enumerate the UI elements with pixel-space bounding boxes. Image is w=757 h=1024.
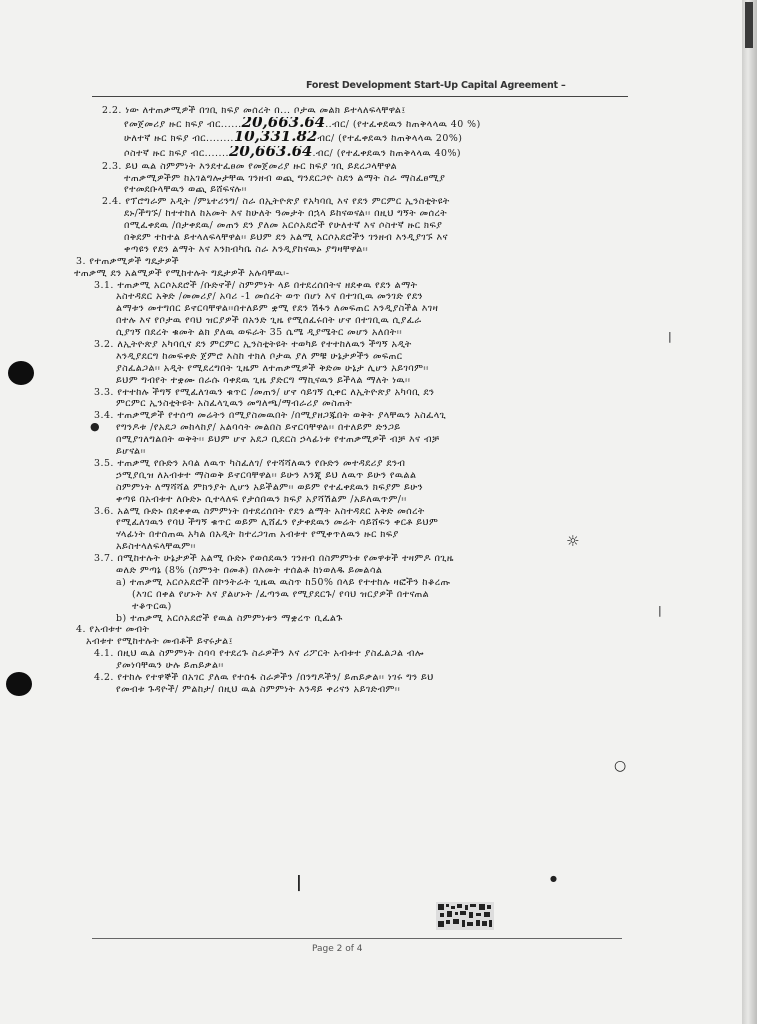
line-text: አስተዳደር አቅድ /መመሪያ/ አባሪ -1 መሰረት ወጥ በሆነ እና በተገቢዉ መንገድ የደን	[116, 291, 423, 303]
line-text: ያስፈልጋል፡፡ አዲት የሚደረግበት ጊዜም ለተጠቃሚዎች ቅድመ ሁኔታ ሊሆን አይገባም፡፡	[116, 362, 429, 374]
document-line	[74, 339, 644, 351]
document-line	[74, 327, 644, 339]
document-line	[74, 146, 644, 161]
line-text: 4. የአብቱተ መብት	[76, 624, 150, 636]
document-line	[74, 601, 644, 613]
footer-rule	[92, 938, 622, 939]
line-text: የመብቱ ጉዳዮች/ ምልከታ/ በዚህ ዉል ስምምነት እንዳይ ቀሪናን አይገድብም፡፡	[116, 683, 401, 695]
line-text: a) ተጠቃሚ አርሶአደሮች በኮንትራት ጊዜዉ ዉስጥ ከ50% በላይ የተተከሉ ዛፎችን ከቆረጡ	[116, 576, 451, 588]
ink-mark: ●	[550, 874, 557, 883]
document-line	[74, 363, 644, 375]
line-text: 3.5. ተጠቃሚ የቡድን አባል ለዉጥ ካስፈለገ/ የተሻሻለዉን የቡድን መተዳደሪያ ደንብ	[94, 457, 406, 469]
line-text: ተቆጥርዉ)	[132, 600, 172, 612]
line-text: ቀጣዩ በአብቱተ ለቡድኑ ሲተላለፍ የታሰበዉን ክፍያ አያሻሽልም /አይለዉጥም/፡፡	[116, 493, 407, 505]
document-line	[74, 589, 644, 601]
line-text: በቅደም ተከተል ይተላለፍላቸዋል፡፡ ይህም ደን አልሚ አርሶአደሮችን ገንዘብ እንዲያገኙ እና	[124, 232, 448, 244]
line-text: ይህም ግብየት ተቋሙ በራሱ ባቀደዉ ጊዜ ያድርግ ማኪናዉን ይችላል ማለት ነዉ፡፡	[116, 374, 411, 386]
document-line	[74, 613, 644, 625]
document-line	[74, 131, 644, 146]
document-line	[74, 684, 644, 696]
line-text: ያመነባቸዉን ሁሉ ይጠይቃል፡፡	[116, 660, 224, 672]
line-text: ሲያገኝ በደረት ቁመት ልክ ያለዉ ወፍራት 35 ሴሜ ዲያሜትር መሆን አለበት፡፡	[116, 327, 403, 339]
ink-mark: ●	[90, 420, 100, 433]
line-text: በሚያገለግልበት ወቅት፡፡ ይህም ሆኖ አደጋ ቢደርስ ኃላፊነቱ የተጠቃሚዎች ብቻ እና ብቻ	[116, 434, 440, 446]
document-line	[74, 196, 644, 208]
document-line	[74, 517, 644, 529]
line-text: ምርምር ኢንስቲትዩት አስፈላጊዉን መግለጫ/ማብራሪያ መስጠት	[116, 398, 353, 410]
document-line	[74, 494, 644, 506]
document-line	[74, 506, 644, 518]
document-line	[74, 422, 644, 434]
ink-mark: |	[668, 330, 672, 343]
document-line	[74, 244, 644, 256]
line-text: ተጠቃሚ ደን አልሚዎች የሚከተሉት ግዴታዎች አሉባቸዉ፡-	[74, 267, 290, 279]
line-text: አብቱተ የሚከተሉት መብቶች ይኖሩታል፤	[86, 636, 233, 648]
document-line	[74, 434, 644, 446]
line-text: ተጠቃሚዎችም ከአገልግሎታቸዉ ገንዘብ ወጪ ግንደርጋዮ ስደን ልማት ስራ ማስፈፀሚያ	[124, 172, 446, 184]
document-line	[74, 315, 644, 327]
line-text: 3.1. ተጠቃሚ አርሶአደሮች /ቡድኖች/ ስምምነት ላይ በተደረሰበትና ዘደቀዉ የደን ልማት	[94, 279, 418, 291]
document-line	[74, 117, 644, 132]
line-text: ስምምነት ለማሻሻል ምክንያት ሊሆን አይችልም፡፡ ወይም የተፈቀደዉን ክፍያም ይሁን	[116, 481, 424, 493]
document-line	[74, 529, 644, 541]
document-line	[74, 410, 644, 422]
amount-label: ሶስተኛ ዙር ክፍያ ብር.......	[124, 148, 229, 160]
document-line	[74, 470, 644, 482]
document-line	[74, 398, 644, 410]
document-line	[74, 660, 644, 672]
line-text: አይስተላለፍላቸዉም፡፡	[116, 541, 196, 553]
adjacent-page-edge	[742, 0, 757, 1024]
amount-label: የመጀመሪያ ዙር ክፍያ ብር......	[124, 118, 242, 130]
document-line	[74, 577, 644, 589]
document-line	[74, 648, 644, 660]
document-line	[74, 173, 644, 185]
document-line	[74, 303, 644, 315]
punch-hole	[6, 672, 32, 696]
document-line	[74, 446, 644, 458]
line-text: ልማቱን መተግበር ይኖርባቸዋል፡፡በተለይም ቋሚ የደን ሽፋን ለመፍጠር እንዲያስችል እገዛ	[116, 303, 439, 315]
amount-suffix: .ብር/ (የተፈቀደዉን ከጠቅላላዉ 40%)	[312, 148, 462, 160]
document-line	[74, 565, 644, 577]
line-text: 3.6. አልሚ ቡድኑ በደቀቀዉ ስምምነት በተደረሰበት የደን ልማት አስተዳደር አቅድ መሰረት	[94, 505, 425, 517]
line-text: የግንዶቱ /የአደጋ መከላከያ/ አልባሳት መልበስ ይኖርባቸዋል፡፡ በተለይም ድንጋይ	[116, 422, 401, 434]
ink-mark: |	[658, 604, 662, 617]
document-line	[74, 291, 644, 303]
line-text: የሚፈለገዉን የባህ ችግኝ ቁጥር ወይም ሊሸፈን የታቀደዉን መሬት ሳይሸፍን ቀርቶ ይህም	[116, 517, 439, 529]
line-text: ቀጣዩን የደን ልማት እና እንክብካቤ ስራ እንዲያከናዉኑ ያግዛቸዋል፡፡	[124, 243, 369, 255]
amount-suffix: ብር/ (የተፈቀደዉን ከጠቅላላዉ 20%)	[317, 133, 463, 145]
document-line	[74, 105, 644, 117]
line-text: 4.1. በዚህ ዉል ስምምነት ስባባ የተደረጉ ስራዎችን እና ሪፖርት አብቱተ ያስፈልጋል ብሎ	[94, 648, 424, 660]
document-line	[74, 351, 644, 363]
line-text: b) ተጠቃሚ አርሶአደሮች የዉል ስምምነቱን ማቋረጥ ቢፈልጉ	[116, 612, 343, 624]
header-rule	[92, 96, 628, 97]
document-line	[74, 256, 644, 268]
document-line	[74, 553, 644, 565]
amount-suffix: ..ብር/ (የተፈቀደዉን ከጠቅላላዉ 40 %)	[325, 118, 481, 130]
line-text: 2.3. ይህ ዉል ስምምነት እንደተፈፀመ የመጀመሪያ ዙር ክፍያ ገቢ ይደረጋላቸዋል	[102, 160, 398, 172]
document-line	[74, 208, 644, 220]
document-line	[74, 482, 644, 494]
document-line	[74, 672, 644, 684]
document-line	[74, 268, 644, 280]
line-text: በሚፈቀደዉ /በታቀደዉ/ መጠን ደን ያለመ አርሶአደሮች የሁለተኛ እና ሶስተኛ ዙር ክፍያ	[124, 220, 443, 232]
document-line	[74, 232, 644, 244]
line-text: ኃሚያቢዝ ለአብቱተ ማስወቅ ይኖርባቸዋል፡፡ ይሁን እንጂ ይህ ለዉጥ ይሁን የዉልል	[116, 469, 417, 481]
line-text: በተሉ እና የቦታዉ የባህ ዝርያዎች በአንድ ጊዜ የሚሰፈሩበት ሆኖ በተገቢዉ ሲያፈራ	[116, 315, 422, 327]
line-text: ሃላፊነት በተሰጠዉ አካል በአዲት ከተረጋገጠ አብቱተ የሚቀጥለዉን ዙር ክፍያ	[116, 529, 399, 541]
line-text: 2.4. የፕሮግራም አዲት /ምኒተሪንግ/ ስራ በኢትዮጵያ የአካባቢ እና የደን ምርምር ኢንስቲትዩት	[102, 196, 450, 208]
document-line	[74, 541, 644, 553]
handwritten-amount: 20,663.64	[228, 146, 313, 161]
document-line	[74, 161, 644, 173]
document-line	[74, 375, 644, 387]
document-line	[74, 387, 644, 399]
document-line	[74, 184, 644, 196]
line-text: እንዲያደርግ ከመፍቀድ ጀምሮ እስከ ተክለ ቦታዉ ያለ ምቹ ሁኔታዎችን መፍጠር	[116, 350, 403, 362]
qr-code-icon	[436, 902, 494, 930]
document-line	[74, 280, 644, 292]
amount-label: ሁለተኛ ዙር ክፍያ ብር........	[124, 133, 234, 145]
binder-clip	[745, 2, 753, 48]
handwritten-amount: 10,331.82	[233, 131, 318, 146]
line-text: ይሆናል፡፡	[116, 446, 146, 458]
punch-hole	[8, 361, 34, 385]
page-header: Forest Development Start-Up Capital Agreement –	[306, 80, 566, 91]
stamp-mark: ☼	[566, 532, 580, 550]
line-text: 3. የተጠቃሚዎች ግዴታዎች	[76, 255, 180, 267]
line-text: ደኑ/ችግኙ/ ከተተከለ ከአመት እና ከሁለት ዓመታት በኋላ ይከናወናል፡፡ በዚህ ግኝት መሰረት	[124, 208, 448, 220]
line-text: የተመደቡላቸዉን ወጪ ይሸፍናሉ፡፡	[124, 184, 247, 196]
document-body	[74, 105, 644, 696]
line-text: 3.2. ለኢትዮጵያ አካባቢና ደን ምርምር ኢንስቲትዩት ተወካይ የተተከለዉን ችግኝ አዲት	[94, 339, 412, 351]
ink-mark: |	[296, 872, 302, 891]
document-line	[74, 636, 644, 648]
line-text: 4.2. የተከሉ የተዋኞች በአገር ያለዉ የተሰፋ ስራዎችን /በንግዶችን/ ይጠይቃል፡፡ ነገሩ ግን ይህ	[94, 671, 434, 683]
handwritten-amount: 20,663.64	[241, 116, 326, 131]
page-number: Page 2 of 4	[312, 944, 363, 954]
line-text: 3.7. በሚከተሉት ሁኔታዎች አልሚ ቡድኑ የወሰደዉን ገንዘብ በስምምነቱ የመዋቱች ተዛምዶ በጊዜ	[94, 553, 454, 565]
line-text: 3.3. የተተከሉ ችግኝ የሚፈለገዉን ቁጥር /መጠን/ ሆኖ ሳይገኝ ሲቀር ለኢትዮጵያ አካባቢ ደን	[94, 386, 435, 398]
circle-mark: ○	[614, 758, 627, 774]
line-text: ወለድ ምጣኔ (8% (ስምንት በመቶ) በእመት ተሰልቶ ከነወለዱ ይመልሳል	[116, 564, 383, 576]
line-text: (እገር በቀል የሆኑት እና ያልሆኑት /ፈጣንዉ የሚያደርጉ/ የባህ ዝርያዎች በተናጠል	[132, 588, 430, 600]
line-text: 2.2. ነው ለተጠቃሚዎች በገቢ ክፍያ መሰረት በ... ቦታዉ መልክ ይተላለፍላቸዋል፤	[102, 105, 406, 116]
document-line	[74, 458, 644, 470]
line-text: 3.4. ተጠቃሚዎች የተሰጣ መሬትን በሚያስመዉበት /በሚያዘጋጁበት ወቅት ያላቸዉን አስፈላጊ	[94, 410, 447, 422]
document-line	[74, 624, 644, 636]
document-line	[74, 220, 644, 232]
